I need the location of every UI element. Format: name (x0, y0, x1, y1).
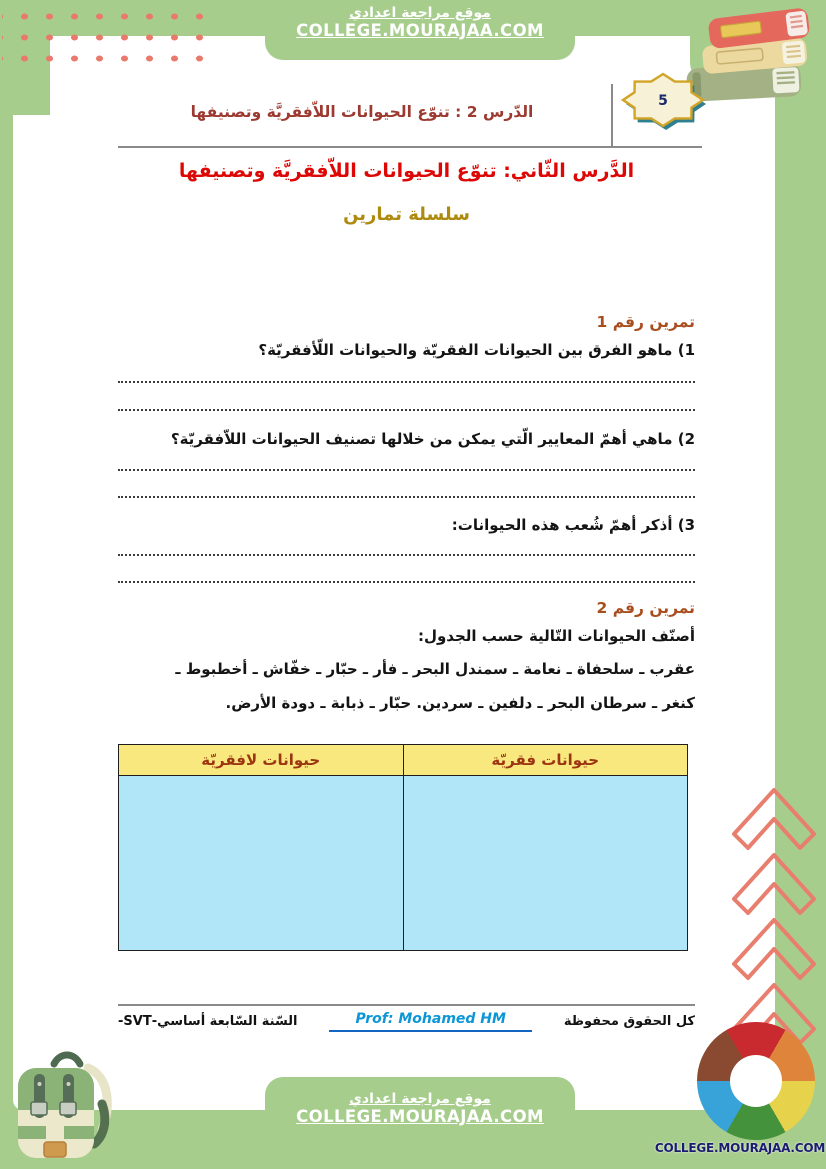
table-header-invertebrates: حيوانات لافقريّة (119, 745, 404, 776)
site-logo-center (730, 1055, 782, 1107)
answer-line (118, 469, 695, 471)
answer-line (118, 381, 695, 383)
answer-line (118, 496, 695, 498)
table-header-vertebrates: حيوانات فقريّة (403, 745, 688, 776)
page-title: الدَّرس الثّاني: تنوّع الحيوانات اللاّفقريَّة وتصنيفها (178, 160, 635, 182)
animals-list-line1: عقرب ـ سلحفاة ـ نعامة ـ سمندل البحر ـ فأر ـ حبّار ـ خفّاش ـ أخطبوط ـ (175, 660, 695, 678)
document-footer (118, 1011, 695, 1032)
site-url-link[interactable]: COLLEGE.MOURAJAA.COM (296, 21, 544, 40)
chevrons-decoration (726, 780, 822, 1052)
site-url-link[interactable]: COLLEGE.MOURAJAA.COM (296, 1107, 544, 1126)
answer-line (118, 581, 695, 583)
author-label: Prof: Mohamed HM (329, 1011, 532, 1032)
exercise2-title: تمرين رقم 2 (596, 599, 695, 617)
lesson-header: الدّرس 2 : تنوّع الحيوانات اللاّفقريَّة وتصنيفها (190, 103, 534, 121)
site-logo-caption[interactable]: COLLEGE.MOURAJAA.COM (654, 1141, 826, 1155)
site-name-link[interactable]: موقع مراجعة اعدادي (349, 5, 491, 21)
site-banner-bottom (265, 1077, 575, 1169)
page-subtitle: سلسلة تمارين (343, 204, 470, 225)
answer-cell-vertebrates (403, 776, 688, 951)
animals-list-line2: كنغر ـ سرطان البحر ـ دلفين ـ سردين. حبّار ـ ذبابة ـ دودة الأرض. (225, 694, 695, 712)
exercise1-question1: 1) ماهو الفرق بين الحيوانات الفقريّة والحيوانات اللّأفقريّة؟ (258, 341, 695, 359)
classification-table (118, 744, 688, 951)
page-number: 5 (658, 93, 668, 109)
exercise1-title: تمرين رقم 1 (596, 313, 695, 331)
exercise1-question3: 3) أذكر أهمّ شُعب هذه الحيوانات: (451, 516, 695, 534)
exercise1-question2: 2) ماهي أهمّ المعايير الّتي يمكن من خلالها تصنيف الحيوانات اللاّفقريّة؟ (170, 430, 695, 448)
answer-line (118, 554, 695, 556)
exercise2-instruction: أصنّف الحيوانات التّالية حسب الجدول: (417, 627, 695, 645)
backpack-illustration (8, 1046, 124, 1166)
site-name-link[interactable]: موقع مراجعة اعدادي (349, 1091, 491, 1107)
footer-rule (118, 1004, 695, 1006)
document-content (118, 0, 695, 1110)
header-horizontal-rule (118, 146, 702, 148)
copyright-label: كل الحقوق محفوظة (563, 1014, 695, 1029)
answer-cell-invertebrates (119, 776, 404, 951)
site-logo (697, 1022, 815, 1140)
header-vertical-rule (611, 84, 613, 147)
grade-label: السّنة السّابعة أساسي-SVT- (118, 1014, 298, 1029)
answer-line (118, 409, 695, 411)
